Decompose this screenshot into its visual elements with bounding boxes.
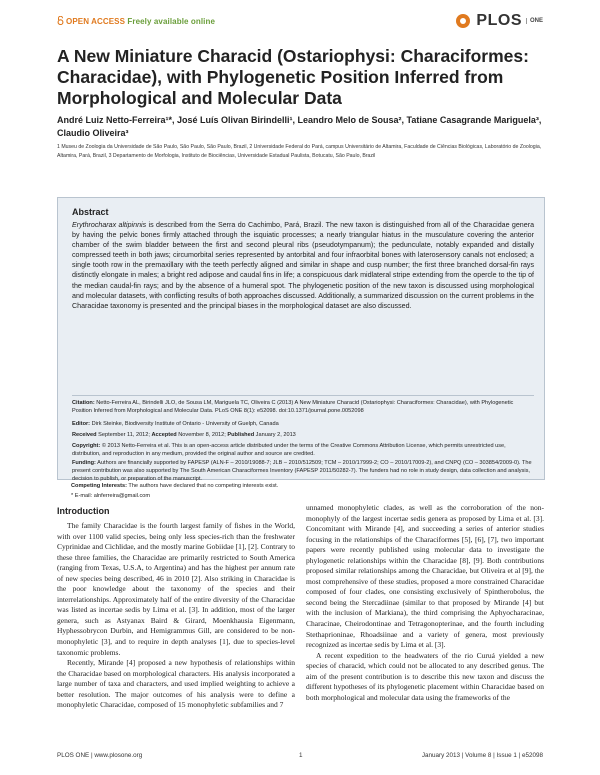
footer-journal: PLOS ONE | www.plosone.org: [57, 752, 143, 759]
open-access-label: OPEN ACCESS: [66, 17, 126, 26]
footer-issue: January 2013 | Volume 8 | Issue 1 | e52098: [421, 752, 543, 759]
competing-interests: Competing Interests: The authors have declared that no competing interests exist.: [71, 483, 279, 489]
abstract-body: is described from the Serra do Cachimbo, Pará, Brazil. The new taxon is distinguished from all of the Characidae genera by having the pelvic bones firmly attached through the isquiatic processes; a nearly triangular hiatus in the musculature covering the anterior chamber of the swim bladder between the first and second pleural ribs (pseudotympanum); the pedunculate, notably expanded and distally compressed teeth in both jaws; circumorbital series represented by antorbital and four infraorbital bones with laterosensory canals not enclosed; a single tooth row in the premaxillary with the teeth perfectly aligned and similar in shape and cusp number; the first three branched dorsal-fin rays distinctly elongate in males; a bright red adipose and caudal fins in life; a conspicuous dark midlateral stripe extending from the opercle to the tip of the median caudal-fin rays; and by the absence of a humeral spot. The phylogenetic position of the new taxon is discussed using morphological and molecular datasets, with conflicting results of both approaches discussed. Additionally, a summarized discussion on the current problems in the Characidae taxonomy is presented and the principal biases in the morphological dataset are also discussed.: [72, 221, 535, 310]
intro-paragraph: unnamed monophyletic clades, as well as the corroboration of the non-monophyly of the largest incertae sedis genera as proposed by Lima et al. [3]. Concomitant with Mirande [4], and succeeding a series of anterior studies focusing in the relationships of the Characiformes [5], [6], [7], two important papers were recently published using molecular data to investigate the phylogenetic relationships within the Characidae [8], [9]. Both contributions proposed similar relationships among the Characidae, but Oliveira et al [9], the most comprehensive of these studies, proposed a more constrained Characidae composed of four clades, one consisting exclusively of Spintherobolus, the second being the Stercadiinae (similar to that proposed by Mirande [4] but with the inclusion of Markiana), the third comprising the Aphyocharacinae, Characinae, Cheirodontinae and Tetragonopterinae, and the fourth including Stethaprioninae, Rhoadsiinae and a variety of genera, most previously recognized as incertae sedis by Lima et al. [3].: [306, 503, 544, 650]
plos-one-logo: [453, 12, 543, 30]
open-access-banner: [57, 16, 215, 26]
abstract-text: [72, 220, 534, 311]
introduction-heading: Introduction: [57, 506, 110, 516]
intro-left-column: [57, 521, 295, 711]
author-list: André Luiz Netto-Ferreira¹*, José Luís Olivan Birindelli¹, Leandro Melo de Sousa², Tatiane Casagrande Mariguela³, Claudio Oliveira³: [57, 115, 542, 138]
freely-available-label: Freely available online: [127, 17, 216, 26]
intro-paragraph: A recent expedition to the headwaters of the rio Curuá yielded a new species of characid, which could not be allocated to any described genus. The aim of the present contribution is to describe this new taxon and discuss the different hypotheses of its phylogenetic placement within Characidae based on both morphological and molecular data using the frameworks of the: [306, 650, 544, 702]
abstract-species-name: Erythrocharax altipinnis: [72, 221, 147, 229]
intro-paragraph: The family Characidae is the fourth largest family of fishes in the World, with over 1100 valid species, being only less species-rich than the freshwater Cyprinidae and Cichlidae, and the mostly marine Gobiidae [1], [2]. Contrary to these three families, the Characidae are primarily restricted to South America (ranging from Texas, U.S.A, to Argentina) and has the highest per annum rate of new species being described, 46 in 2010 [2]. Also striking in Characidae is the poor knowledge about the taxonomy of the species and their interrelationships. Approximately half of the entire diversity of the Characidae was listed as incertae sedis by Lima et al. [3]. In addition, most of the larger genera, such as Astyanax Baird & Girard, Moenkhausia Eigenmann, Hyphessobrycon Durbin, and Hemigrammus Gill, are considered to be non-monophyletic [3], and to require in depth analyses [1], due to species-level taxonomic problems.: [57, 521, 295, 657]
citation: Citation: Netto-Ferreira AL, Birindelli JLO, de Sousa LM, Mariguela TC, Oliveira C (2013) A New Miniature Characid (Ostariophysi: Characiformes: Characidae), with Phylogenetic Position Inferred from Morphological and Molecular Data. PLoS ONE 8(1): e52098. doi:10.1371/journal.pone.0052098: [72, 400, 514, 415]
funding: Funding: Authors are financially supported by FAPESP (ALN-F – 2010/19088-7; JLB – 2010/512509; TCM – 2010/17999-2; CO – 2010/17009-2), and CNPQ (CO – 303854/2009-0). The present contribution was also supported by The South American Characiformes Inventory (FAPESP 2011/50282-7). The funders had no role in study design, data collection and analysis, decision to publish, or preparation of the manuscript.: [72, 460, 532, 483]
intro-paragraph: Recently, Mirande [4] proposed a new hypothesis of relationships within the Characidae based on morphological characters. His analysis incorporated a large number of taxa and characters, and used implied weighting to achieve a better resolution. The major outcomes of his analysis were to define a monophyletic Characidae, composed of 15 monophyletic subfamilies and 7: [57, 658, 295, 710]
journal-sub: ONE: [526, 18, 543, 24]
page-number: 1: [299, 752, 303, 759]
abstract-box: [57, 197, 545, 483]
corresponding-email[interactable]: * E-mail: alnferreira@gmail.com: [71, 493, 151, 499]
open-access-lock-icon: [57, 16, 64, 25]
editor: Editor: Dirk Steinke, Biodiversity Institute of Ontario - University of Guelph, Canada: [72, 421, 279, 427]
journal-header: [57, 12, 543, 36]
dates: Received September 11, 2012; Accepted November 8, 2012; Published January 2, 2013: [72, 432, 296, 438]
copyright: Copyright: © 2013 Netto-Ferreira et al. This is an open-access article distributed under the terms of the Creative Commons Attribution License, which permits unrestricted use, distribution, and reproduction in any medium, provided the original author and source are credited.: [72, 443, 506, 458]
intro-right-column: [306, 503, 544, 703]
article-title: A New Miniature Characid (Ostariophysi: Characiformes: Characidae), with Phylogenetic Position Inferred from Morphological and Molecular Data: [57, 46, 529, 108]
abstract-heading: Abstract: [72, 207, 109, 217]
abstract-divider: [72, 395, 534, 396]
affiliations: 1 Museu de Zoologia da Universidade de São Paulo, São Paulo, São Paulo, Brazil, 2 Universidade Federal do Pará, campus Universitário de Altamira, Faculdade de Ciências Biológicas, Laboratório de Zoologia, Altamira, Pará, Brazil, 3 Departamento de Morfologia, Instituto de Biociências, Universidade Estadual Paulista, Botucatu, São Paulo, Brazil: [57, 144, 542, 159]
journal-brand: PLOS: [476, 12, 522, 29]
plos-logo-icon: [453, 13, 473, 29]
